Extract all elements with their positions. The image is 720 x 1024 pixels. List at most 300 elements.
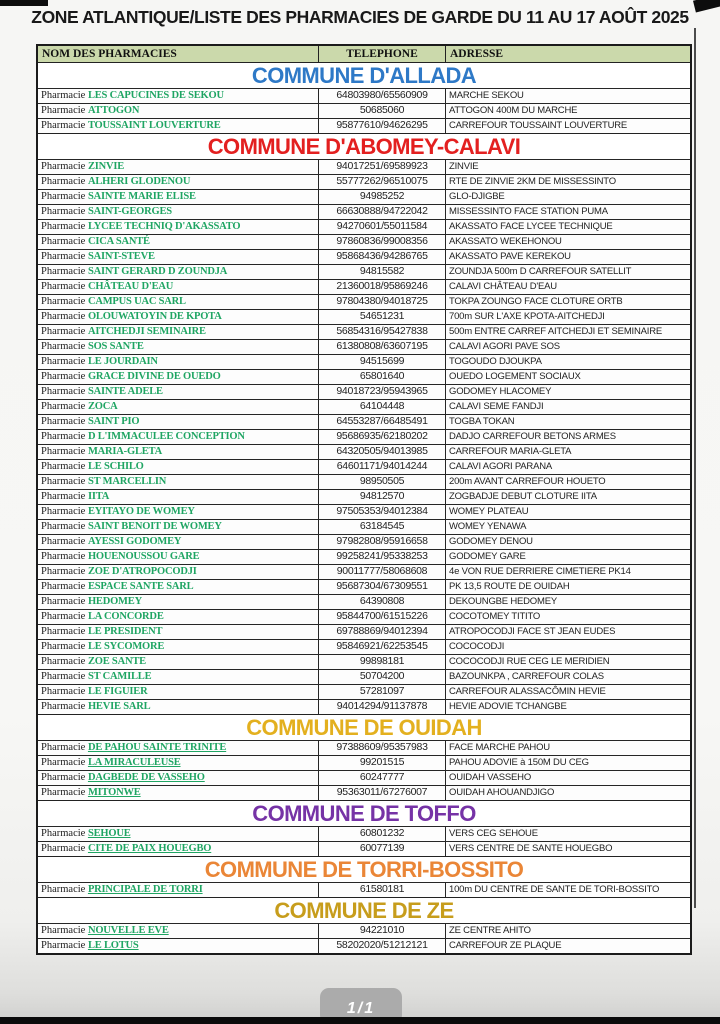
pharmacy-name: ZINVIE [87, 161, 125, 172]
phone-cell: 99201515 [319, 756, 446, 770]
pharmacy-name-cell [38, 385, 319, 399]
pharmacy-prefix: Pharmacie [41, 626, 88, 637]
scan-artifact-top-left [0, 0, 48, 6]
pharmacy-prefix: Pharmacie [41, 772, 88, 783]
column-header-telephone: TELEPHONE [319, 46, 446, 62]
pharmacy-name-cell [38, 160, 319, 174]
address-cell: COCOTOMEY TITITO [449, 611, 541, 622]
pharmacy-name-cell [38, 520, 319, 534]
pharmacy-prefix: Pharmacie [41, 206, 88, 217]
address-cell: OUEDO LOGEMENT SOCIAUX [449, 371, 581, 382]
pharmacy-name: LE SYCOMORE [87, 641, 165, 652]
pharmacy-name: ZOCA [87, 401, 118, 412]
pharmacy-prefix: Pharmacie [41, 266, 88, 277]
phone-cell: 54651231 [319, 310, 446, 324]
phone-cell: 94270601/55011584 [319, 220, 446, 234]
pharmacy-prefix: Pharmacie [41, 161, 88, 172]
pharmacy-name: D L'IMMACULEE CONCEPTION [87, 431, 245, 442]
phone-cell: 94815582 [319, 265, 446, 279]
pharmacy-name: LA CONCORDE [87, 611, 164, 622]
pharmacy-prefix: Pharmacie [41, 341, 88, 352]
address-cell: ZE CENTRE AHITO [449, 925, 531, 936]
phone-cell: 95877610/94626295 [319, 119, 446, 133]
phone-cell: 95363011/67276007 [319, 786, 446, 800]
pharmacy-name-cell [38, 460, 319, 474]
pharmacy-row [38, 219, 690, 234]
phone-cell: 60801232 [319, 827, 446, 841]
pharmacy-name: ALHERI GLODENOU [87, 176, 191, 187]
pharmacy-name: SAINT BENOIT DE WOMEY [87, 521, 222, 532]
pharmacy-prefix: Pharmacie [41, 371, 88, 382]
pharmacy-prefix: Pharmacie [41, 641, 88, 652]
pharmacy-name-cell [38, 565, 319, 579]
phone-cell: 95844700/61515226 [319, 610, 446, 624]
pharmacy-row [38, 841, 690, 856]
pharmacy-name-cell [38, 295, 319, 309]
pharmacy-name-cell [38, 610, 319, 624]
phone-cell: 50685060 [319, 104, 446, 118]
address-cell: WOMEY PLATEAU [449, 506, 529, 517]
phone-cell: 57281097 [319, 685, 446, 699]
pharmacy-row [38, 189, 690, 204]
pharmacy-row [38, 654, 690, 669]
pharmacy-name-cell [38, 550, 319, 564]
address-cell: 500m ENTRE CARREF AITCHEDJI ET SEMINAIRE [449, 326, 663, 337]
phone-cell: 98950505 [319, 475, 446, 489]
address-cell: ATTOGON 400M DU MARCHE [449, 105, 578, 116]
pharmacy-name-cell [38, 786, 319, 800]
pharmacy-row [38, 294, 690, 309]
phone-cell: 60077139 [319, 842, 446, 856]
pharmacy-name-cell [38, 340, 319, 354]
pharmacy-name: NOUVELLE EVE [87, 925, 169, 936]
pharmacy-name-cell [38, 250, 319, 264]
pharmacy-prefix: Pharmacie [41, 281, 88, 292]
pharmacy-row [38, 564, 690, 579]
pharmacy-name: SAINT-STEVE [87, 251, 155, 262]
phone-cell: 69788869/94012394 [319, 625, 446, 639]
address-cell: GODOMEY HLACOMEY [449, 386, 552, 397]
pharmacy-table-body [38, 62, 690, 953]
commune-heading: COMMUNE D'ALLADA [38, 62, 690, 88]
column-header-name: NOM DES PHARMACIES [38, 46, 319, 62]
pharmacy-prefix: Pharmacie [41, 551, 88, 562]
pharmacy-name: SAINT-GEORGES [87, 206, 172, 217]
phone-cell: 95686935/62180202 [319, 430, 446, 444]
table-header-row [38, 46, 690, 62]
pharmacy-prefix: Pharmacie [41, 742, 88, 753]
pharmacy-name-cell [38, 580, 319, 594]
pharmacy-name: SOS SANTE [87, 341, 144, 352]
address-cell: 700m SUR L'AXE KPOTA-AITCHEDJI [449, 311, 605, 322]
address-cell: PAHOU ADOVIE à 150M DU CEG [449, 757, 589, 768]
pharmacy-prefix: Pharmacie [41, 757, 88, 768]
pharmacy-name: IITA [87, 491, 110, 502]
address-cell: BAZOUNKPA , CARREFOUR COLAS [449, 671, 604, 682]
pharmacy-row [38, 309, 690, 324]
phone-cell: 63184545 [319, 520, 446, 534]
address-cell: CALAVI SEME FANDJI [449, 401, 544, 412]
pharmacy-prefix: Pharmacie [41, 671, 88, 682]
pharmacy-prefix: Pharmacie [41, 828, 88, 839]
pharmacy-row [38, 882, 690, 897]
address-cell: CALAVI CHÂTEAU D'EAU [449, 281, 557, 292]
pharmacy-row [38, 609, 690, 624]
pharmacy-row [38, 594, 690, 609]
phone-cell: 58202020/51212121 [319, 939, 446, 953]
phone-cell: 99258241/95338253 [319, 550, 446, 564]
pharmacy-name: SAINT PIO [87, 416, 140, 427]
pharmacy-name: LE PRESIDENT [87, 626, 163, 637]
phone-cell: 61380808/63607195 [319, 340, 446, 354]
pharmacy-prefix: Pharmacie [41, 686, 88, 697]
pharmacy-name: CITE DE PAIX HOUEGBO [87, 843, 212, 854]
pharmacy-prefix: Pharmacie [41, 446, 88, 457]
pharmacy-prefix: Pharmacie [41, 221, 88, 232]
pharmacy-name: MITONWE [87, 787, 141, 798]
pharmacy-name: SAINT GERARD D ZOUNDJA [87, 266, 228, 277]
phone-cell: 94515699 [319, 355, 446, 369]
address-cell: AKASSATO FACE LYCEE TECHNIQUE [449, 221, 613, 232]
pharmacy-name-cell [38, 175, 319, 189]
pharmacy-name: AITCHEDJI SEMINAIRE [87, 326, 206, 337]
pharmacy-name-cell [38, 827, 319, 841]
address-cell: ZINVIE [449, 161, 479, 172]
pharmacy-name-cell [38, 119, 319, 133]
phone-cell: 64601171/94014244 [319, 460, 446, 474]
pharmacy-name: CHÂTEAU D'EAU [87, 281, 174, 292]
pharmacy-name-cell [38, 535, 319, 549]
page-indicator-label: 1/1 [346, 1000, 376, 1017]
pharmacy-name: ATTOGON [87, 105, 140, 116]
pharmacy-row [38, 264, 690, 279]
pharmacy-prefix: Pharmacie [41, 311, 88, 322]
pharmacy-row [38, 174, 690, 189]
phone-cell: 94221010 [319, 924, 446, 938]
pharmacy-name: ZOE D'ATROPOCODJI [87, 566, 197, 577]
pharmacy-row [38, 755, 690, 770]
phone-cell: 95687304/67309551 [319, 580, 446, 594]
pharmacy-prefix: Pharmacie [41, 90, 88, 101]
pharmacy-row [38, 459, 690, 474]
address-cell: VERS CEG SEHOUE [449, 828, 538, 839]
pharmacy-name-cell [38, 625, 319, 639]
address-cell: RTE DE ZINVIE 2KM DE MISSESSINTO [449, 176, 616, 187]
pharmacy-row [38, 159, 690, 174]
pharmacy-prefix: Pharmacie [41, 701, 88, 712]
commune-heading: COMMUNE D'ABOMEY-CALAVI [38, 133, 690, 159]
address-cell: CARREFOUR ZE PLAQUE [449, 940, 562, 951]
address-cell: COCOCODJI RUE CEG LE MERIDIEN [449, 656, 610, 667]
phone-cell: 65801640 [319, 370, 446, 384]
pharmacy-name-cell [38, 640, 319, 654]
pharmacy-name: CAMPUS UAC SARL [87, 296, 186, 307]
phone-cell: 97860836/99008356 [319, 235, 446, 249]
pharmacy-name: HEVIE SARL [87, 701, 151, 712]
address-cell: ATROPOCODJI FACE ST JEAN EUDES [449, 626, 616, 637]
commune-heading: COMMUNE DE TOFFO [38, 800, 690, 826]
address-cell: DEKOUNGBE HEDOMEY [449, 596, 557, 607]
pharmacy-row [38, 249, 690, 264]
pharmacy-row [38, 519, 690, 534]
pharmacy-name-cell [38, 220, 319, 234]
pharmacy-prefix: Pharmacie [41, 843, 88, 854]
address-cell: TOGOUDO DJOUKPA [449, 356, 542, 367]
pharmacy-name: LE SCHILO [87, 461, 144, 472]
pharmacy-prefix: Pharmacie [41, 940, 88, 951]
pharmacy-prefix: Pharmacie [41, 925, 88, 936]
pharmacy-prefix: Pharmacie [41, 581, 88, 592]
address-cell: TOKPA ZOUNGO FACE CLOTURE ORTB [449, 296, 623, 307]
pharmacy-name-cell [38, 490, 319, 504]
pharmacy-row [38, 770, 690, 785]
address-cell: CARREFOUR TOUSSAINT LOUVERTURE [449, 120, 628, 131]
pharmacy-name: HOUENOUSSOU GARE [87, 551, 200, 562]
pharmacy-prefix: Pharmacie [41, 236, 88, 247]
pharmacy-row [38, 399, 690, 414]
pharmacy-prefix: Pharmacie [41, 431, 88, 442]
pharmacy-name-cell [38, 685, 319, 699]
phone-cell: 21360018/95869246 [319, 280, 446, 294]
address-cell: GLO-DJIGBE [449, 191, 505, 202]
pharmacy-prefix: Pharmacie [41, 401, 88, 412]
phone-cell: 94014294/91137878 [319, 700, 446, 714]
pharmacy-name: OLOUWATOYIN DE KPOTA [87, 311, 222, 322]
pharmacy-prefix: Pharmacie [41, 596, 88, 607]
address-cell: CARREFOUR MARIA-GLETA [449, 446, 572, 457]
commune-heading: COMMUNE DE ZE [38, 897, 690, 923]
address-cell: OUIDAH AHOUANDJIGO [449, 787, 555, 798]
pharmacy-name-cell [38, 771, 319, 785]
commune-heading: COMMUNE DE OUIDAH [38, 714, 690, 740]
pharmacy-name: DAGBEDE DE VASSEHO [87, 772, 205, 783]
pharmacy-name: HEDOMEY [87, 596, 142, 607]
pharmacy-row [38, 579, 690, 594]
pharmacy-prefix: Pharmacie [41, 491, 88, 502]
pharmacy-row [38, 339, 690, 354]
phone-cell: 97982808/95916658 [319, 535, 446, 549]
pharmacy-prefix: Pharmacie [41, 416, 88, 427]
pharmacy-name-cell [38, 655, 319, 669]
bottom-black-bar [0, 1017, 720, 1024]
phone-cell: 64390808 [319, 595, 446, 609]
pharmacy-name: ST MARCELLIN [87, 476, 167, 487]
pharmacy-prefix: Pharmacie [41, 656, 88, 667]
pharmacy-name-cell [38, 842, 319, 856]
pharmacy-prefix: Pharmacie [41, 105, 88, 116]
pharmacy-name-cell [38, 595, 319, 609]
address-cell: CARREFOUR ALASSACÔMIN HEVIE [449, 686, 606, 697]
scan-artifact-right-edge [694, 28, 696, 908]
pharmacy-name-cell [38, 883, 319, 897]
pharmacy-row [38, 699, 690, 714]
pharmacy-name: LE JOURDAIN [87, 356, 158, 367]
commune-heading: COMMUNE DE TORRI-BOSSITO [38, 856, 690, 882]
phone-cell: 50704200 [319, 670, 446, 684]
pharmacy-row [38, 354, 690, 369]
pharmacy-row [38, 429, 690, 444]
phone-cell: 95868436/94286765 [319, 250, 446, 264]
pharmacy-name: LA MIRACULEUSE [87, 757, 181, 768]
address-cell: AKASSATO WEKEHONOU [449, 236, 562, 247]
page-title: ZONE ATLANTIQUE/LISTE DES PHARMACIES DE GARDE DU 11 AU 17 AOÛT 2025 [31, 7, 689, 27]
address-cell: MISSESSINTO FACE STATION PUMA [449, 206, 608, 217]
pharmacy-row [38, 826, 690, 841]
phone-cell: 90011777/58068608 [319, 565, 446, 579]
pharmacy-prefix: Pharmacie [41, 356, 88, 367]
pharmacy-name: ZOE SANTE [87, 656, 146, 667]
pharmacy-name-cell [38, 400, 319, 414]
pharmacy-name: EYITAYO DE WOMEY [87, 506, 195, 517]
pharmacy-prefix: Pharmacie [41, 566, 88, 577]
address-cell: 200m AVANT CARREFOUR HOUETO [449, 476, 606, 487]
pharmacy-row [38, 624, 690, 639]
pharmacy-prefix: Pharmacie [41, 461, 88, 472]
pharmacy-prefix: Pharmacie [41, 536, 88, 547]
pharmacy-prefix: Pharmacie [41, 120, 88, 131]
phone-cell: 95846921/62253545 [319, 640, 446, 654]
address-cell: CALAVI AGORI PARANA [449, 461, 553, 472]
pharmacy-name-cell [38, 924, 319, 938]
pharmacy-name: AYESSI GODOMEY [87, 536, 182, 547]
pharmacy-row [38, 369, 690, 384]
pharmacy-row [38, 414, 690, 429]
pharmacy-name-cell [38, 430, 319, 444]
address-cell: FACE MARCHE PAHOU [449, 742, 550, 753]
pharmacy-prefix: Pharmacie [41, 506, 88, 517]
pharmacy-name-cell [38, 415, 319, 429]
pharmacy-row [38, 489, 690, 504]
pharmacy-row [38, 684, 690, 699]
pharmacy-name-cell [38, 325, 319, 339]
address-cell: MARCHE SEKOU [449, 90, 524, 101]
pharmacy-row [38, 324, 690, 339]
pharmacy-name-cell [38, 190, 319, 204]
pharmacy-row [38, 444, 690, 459]
pharmacy-prefix: Pharmacie [41, 884, 88, 895]
address-cell: ZOGBADJE DEBUT CLOTURE IITA [449, 491, 597, 502]
pharmacy-prefix: Pharmacie [41, 611, 88, 622]
phone-cell: 61580181 [319, 883, 446, 897]
address-cell: ZOUNDJA 500m D CARREFOUR SATELLIT [449, 266, 632, 277]
address-cell: CALAVI AGORI PAVE SOS [449, 341, 560, 352]
phone-cell: 97388609/95357983 [319, 741, 446, 755]
phone-cell: 99898181 [319, 655, 446, 669]
pharmacy-row [38, 504, 690, 519]
address-cell: WOMEY YENAWA [449, 521, 527, 532]
address-cell: HEVIE ADOVIE TCHANGBE [449, 701, 567, 712]
pharmacy-row [38, 279, 690, 294]
pharmacy-name: LE LOTUS [87, 940, 139, 951]
pharmacy-row [38, 923, 690, 938]
pharmacy-row [38, 118, 690, 133]
phone-cell: 64803980/65560909 [319, 89, 446, 103]
pharmacy-prefix: Pharmacie [41, 386, 88, 397]
address-cell: 4e VON RUE DERRIERE CIMETIERE PK14 [449, 566, 631, 577]
phone-cell: 97804380/94018725 [319, 295, 446, 309]
pharmacy-prefix: Pharmacie [41, 476, 88, 487]
address-cell: 100m DU CENTRE DE SANTE DE TORI-BOSSITO [449, 884, 660, 895]
pharmacy-name: DE PAHOU SAINTE TRINITE [87, 742, 227, 753]
address-cell: TOGBA TOKAN [449, 416, 515, 427]
pharmacy-name-cell [38, 235, 319, 249]
pharmacy-name: LES CAPUCINES DE SEKOU [87, 90, 224, 101]
column-header-address: ADRESSE [446, 46, 690, 62]
pharmacy-name: LE FIGUIER [87, 686, 148, 697]
pharmacy-prefix: Pharmacie [41, 326, 88, 337]
pharmacy-name: SEHOUE [87, 828, 131, 839]
phone-cell: 64553287/66485491 [319, 415, 446, 429]
pharmacy-prefix: Pharmacie [41, 251, 88, 262]
pharmacy-row [38, 103, 690, 118]
pharmacy-row [38, 204, 690, 219]
pharmacy-prefix: Pharmacie [41, 191, 88, 202]
pharmacy-name-cell [38, 265, 319, 279]
pharmacy-table [36, 44, 692, 955]
phone-cell: 94985252 [319, 190, 446, 204]
pharmacy-name: GRACE DIVINE DE OUEDO [87, 371, 221, 382]
pharmacy-prefix: Pharmacie [41, 787, 88, 798]
pharmacy-row [38, 740, 690, 755]
phone-cell: 64320505/94013985 [319, 445, 446, 459]
phone-cell: 97505353/94012384 [319, 505, 446, 519]
pharmacy-name-cell [38, 475, 319, 489]
pharmacy-name: LYCEE TECHNIQ D'AKASSATO [87, 221, 241, 232]
pharmacy-row [38, 639, 690, 654]
pharmacy-name: ST CAMILLE [87, 671, 152, 682]
phone-cell: 55777262/96510075 [319, 175, 446, 189]
pharmacy-name-cell [38, 205, 319, 219]
address-cell: GODOMEY DENOU [449, 536, 533, 547]
phone-cell: 94018723/95943965 [319, 385, 446, 399]
pharmacy-name-cell [38, 939, 319, 953]
pharmacy-name-cell [38, 741, 319, 755]
phone-cell: 94017251/69589923 [319, 160, 446, 174]
pharmacy-row [38, 88, 690, 103]
pharmacy-prefix: Pharmacie [41, 296, 88, 307]
pharmacy-name: PRINCIPALE DE TORRI [87, 884, 203, 895]
address-cell: VERS CENTRE DE SANTE HOUEGBO [449, 843, 613, 854]
pharmacy-name: ESPACE SANTE SARL [87, 581, 194, 592]
pharmacy-name: TOUSSAINT LOUVERTURE [87, 120, 221, 131]
pharmacy-row [38, 669, 690, 684]
phone-cell: 60247777 [319, 771, 446, 785]
address-cell: OUIDAH VASSEHO [449, 772, 532, 783]
pharmacy-name-cell [38, 505, 319, 519]
address-cell: PK 13,5 ROUTE DE OUIDAH [449, 581, 570, 592]
pharmacy-name-cell [38, 700, 319, 714]
pharmacy-name-cell [38, 355, 319, 369]
pharmacy-name-cell [38, 670, 319, 684]
pharmacy-row [38, 234, 690, 249]
address-cell: DADJO CARREFOUR BETONS ARMES [449, 431, 616, 442]
address-cell: GODOMEY GARE [449, 551, 526, 562]
pharmacy-name-cell [38, 104, 319, 118]
pharmacy-prefix: Pharmacie [41, 521, 88, 532]
phone-cell: 56854316/95427838 [319, 325, 446, 339]
pharmacy-prefix: Pharmacie [41, 176, 88, 187]
phone-cell: 64104448 [319, 400, 446, 414]
pharmacy-name: MARIA-GLETA [87, 446, 162, 457]
pharmacy-name-cell [38, 89, 319, 103]
phone-cell: 94812570 [319, 490, 446, 504]
pharmacy-name-cell [38, 280, 319, 294]
pharmacy-row [38, 534, 690, 549]
pharmacy-name-cell [38, 310, 319, 324]
pharmacy-name-cell [38, 445, 319, 459]
pharmacy-name: SAINTE MARIE ELISE [87, 191, 196, 202]
pharmacy-row [38, 938, 690, 953]
